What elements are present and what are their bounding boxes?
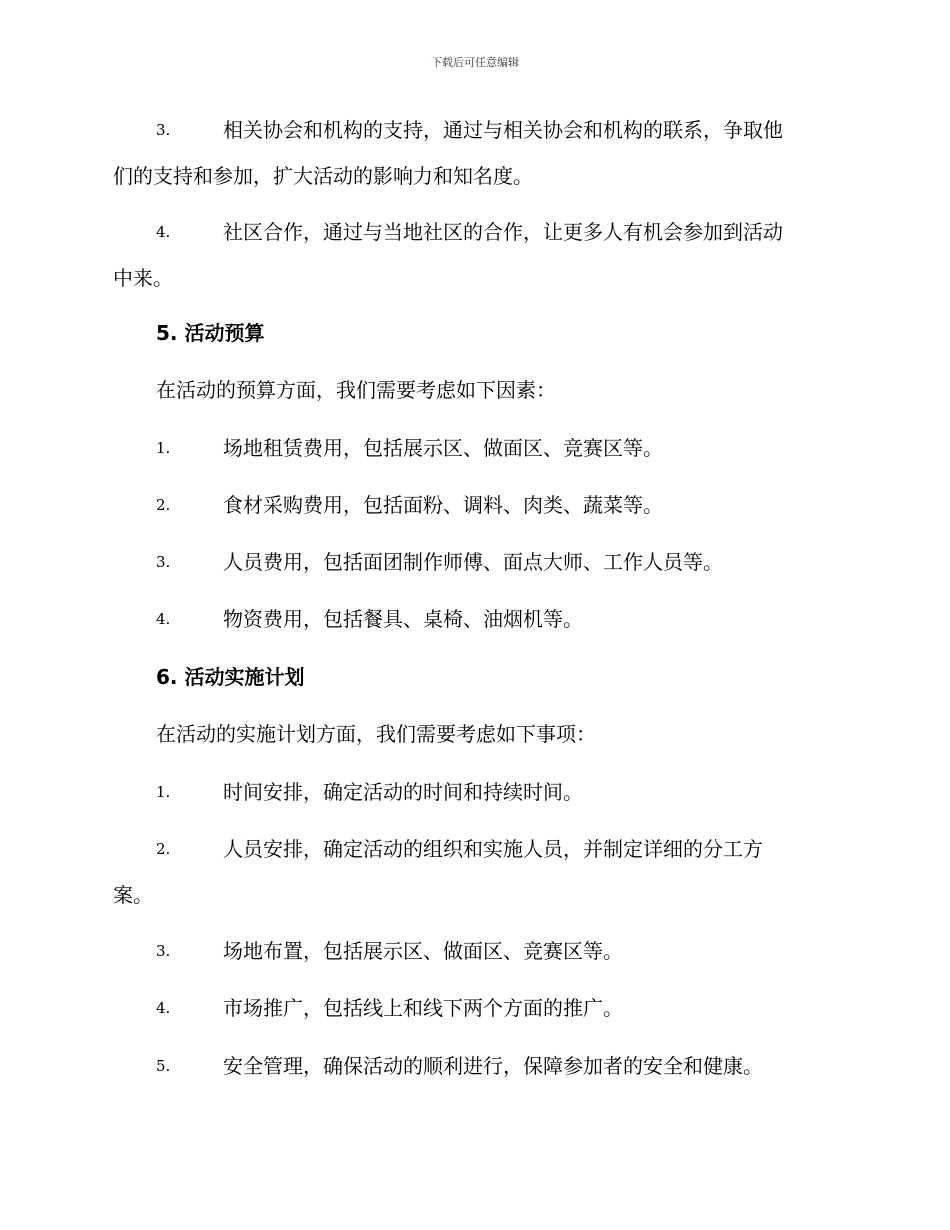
list-item [113,1043,833,1089]
list-text-continued: 中来。 [113,266,173,290]
list-text: 时间安排，确定活动的时间和持续时间。 [223,780,583,804]
list-item [113,539,833,585]
list-text: 安全管理，确保活动的顺利进行，保障参加者的安全和健康。 [223,1054,763,1078]
list-text: 食材采购费用，包括面粉、调料、肉类、蔬菜等。 [223,493,663,517]
list-text-continued: 们的支持和参加，扩大活动的影响力和知名度。 [113,164,533,188]
page-header: 下载后可任意编辑 [431,56,519,69]
list-text: 场地布置，包括展示区、做面区、竞赛区等。 [223,939,623,963]
list-number: 3. [156,942,171,960]
list-text: 场地租赁费用，包括展示区、做面区、竞赛区等。 [223,436,663,460]
list-number: 3. [156,553,171,571]
list-number: 1. [156,439,171,457]
list-item [113,209,833,301]
list-text: 人员费用，包括面团制作师傅、面点大师、工作人员等。 [223,550,723,574]
list-text: 社区合作，通过与当地社区的合作，让更多人有机会参加到活动 [223,220,783,244]
list-number: 4. [156,999,171,1017]
list-item [113,482,833,528]
list-text: 物资费用，包括餐具、桌椅、油烟机等。 [223,607,583,631]
list-item [113,985,833,1031]
section-intro: 在活动的预算方面，我们需要考虑如下因素： [156,378,556,402]
list-number: 3. [156,121,171,139]
list-text: 人员安排，确定活动的组织和实施人员，并制定详细的分工方 [223,837,763,861]
list-item [113,425,833,471]
section-intro: 在活动的实施计划方面，我们需要考虑如下事项： [156,722,596,746]
list-number: 4. [156,223,171,241]
list-number: 2. [156,840,171,858]
list-number: 4. [156,610,171,628]
list-item [113,769,833,815]
list-number: 5. [156,1057,171,1075]
list-item [113,928,833,974]
section-heading: 5. 活动预算 [156,321,265,345]
list-number: 1. [156,783,171,801]
list-text: 相关协会和机构的支持，通过与相关协会和机构的联系，争取他 [223,118,783,142]
list-text: 市场推广，包括线上和线下两个方面的推广。 [223,996,623,1020]
list-item [113,596,833,642]
section-heading: 6. 活动实施计划 [156,665,305,689]
list-item [113,826,833,918]
list-item [113,107,833,199]
list-number: 2. [156,496,171,514]
list-text-continued: 案。 [113,883,153,907]
